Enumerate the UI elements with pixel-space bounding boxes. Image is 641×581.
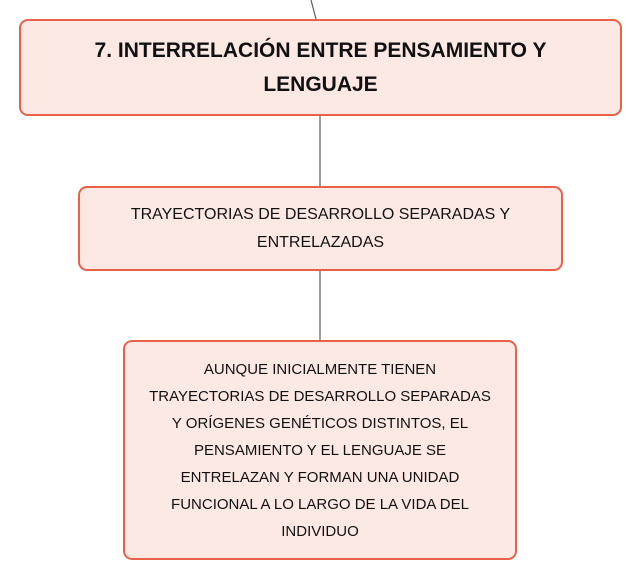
topic-node-main[interactable] [19, 19, 622, 116]
topic-node-trajectories[interactable] [78, 186, 563, 271]
topic-node-trajectories-label: TRAYECTORIAS DE DESARROLLO SEPARADAS Y ENTRELAZADAS [130, 205, 511, 251]
topic-node-main-label: 7. INTERRELACIÓN ENTRE PENSAMIENTO Y LENGUAJE [94, 38, 547, 96]
incoming-connector [311, 0, 316, 19]
topic-node-explanation[interactable] [123, 340, 517, 560]
topic-node-explanation-label: AUNQUE INICIALMENTE TIENEN TRAYECTORIAS DE DESARROLLO SEPARADAS Y ORÍGENES GENÉTICOS DISTINTOS, EL PENSAMIENTO Y EL LENGUAJE SE ENTRELAZAN Y FORMAN UNA UNIDAD FUNCIONAL A LO LARGO DE LA VIDA DEL INDIVIDUO [149, 360, 491, 540]
